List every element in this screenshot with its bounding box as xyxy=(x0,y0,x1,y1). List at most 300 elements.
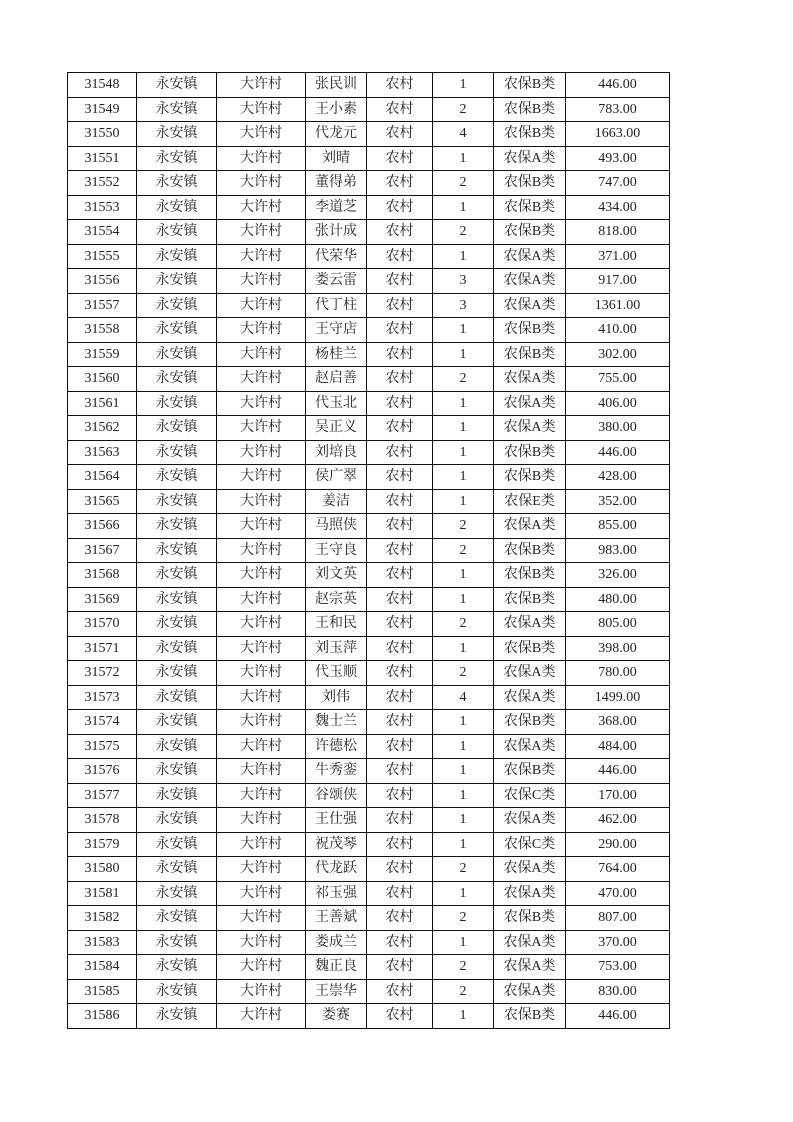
table-row xyxy=(68,710,670,735)
area-type-cell: 农村 xyxy=(367,979,433,1004)
household-count-cell: 2 xyxy=(433,661,494,686)
amount-cell: 434.00 xyxy=(566,195,670,220)
village-cell: 大许村 xyxy=(217,269,306,294)
household-count-cell: 1 xyxy=(433,318,494,343)
row-id-cell: 31560 xyxy=(68,367,137,392)
area-type-cell: 农村 xyxy=(367,318,433,343)
insurance-category-cell: 农保A类 xyxy=(494,685,566,710)
village-cell: 大许村 xyxy=(217,881,306,906)
town-cell: 永安镇 xyxy=(137,783,217,808)
area-type-cell: 农村 xyxy=(367,514,433,539)
name-cell: 吴正义 xyxy=(306,416,367,441)
row-id-cell: 31554 xyxy=(68,220,137,245)
village-cell: 大许村 xyxy=(217,416,306,441)
name-cell: 魏正良 xyxy=(306,955,367,980)
household-count-cell: 2 xyxy=(433,514,494,539)
row-id-cell: 31553 xyxy=(68,195,137,220)
area-type-cell: 农村 xyxy=(367,244,433,269)
row-id-cell: 31569 xyxy=(68,587,137,612)
row-id-cell: 31578 xyxy=(68,808,137,833)
amount-cell: 1499.00 xyxy=(566,685,670,710)
name-cell: 董得弟 xyxy=(306,171,367,196)
insurance-category-cell: 农保B类 xyxy=(494,563,566,588)
amount-cell: 470.00 xyxy=(566,881,670,906)
row-id-cell: 31548 xyxy=(68,73,137,98)
amount-cell: 446.00 xyxy=(566,73,670,98)
name-cell: 魏士兰 xyxy=(306,710,367,735)
table-row xyxy=(68,465,670,490)
area-type-cell: 农村 xyxy=(367,783,433,808)
insurance-category-cell: 农保A类 xyxy=(494,514,566,539)
name-cell: 刘文英 xyxy=(306,563,367,588)
village-cell: 大许村 xyxy=(217,734,306,759)
table-row xyxy=(68,808,670,833)
area-type-cell: 农村 xyxy=(367,563,433,588)
village-cell: 大许村 xyxy=(217,465,306,490)
town-cell: 永安镇 xyxy=(137,244,217,269)
amount-cell: 446.00 xyxy=(566,440,670,465)
area-type-cell: 农村 xyxy=(367,587,433,612)
row-id-cell: 31570 xyxy=(68,612,137,637)
row-id-cell: 31573 xyxy=(68,685,137,710)
table-row xyxy=(68,489,670,514)
name-cell: 赵启善 xyxy=(306,367,367,392)
amount-cell: 1361.00 xyxy=(566,293,670,318)
amount-cell: 462.00 xyxy=(566,808,670,833)
amount-cell: 807.00 xyxy=(566,906,670,931)
amount-cell: 428.00 xyxy=(566,465,670,490)
table-row xyxy=(68,318,670,343)
town-cell: 永安镇 xyxy=(137,808,217,833)
area-type-cell: 农村 xyxy=(367,881,433,906)
area-type-cell: 农村 xyxy=(367,808,433,833)
name-cell: 王小素 xyxy=(306,97,367,122)
name-cell: 代玉北 xyxy=(306,391,367,416)
household-count-cell: 1 xyxy=(433,563,494,588)
row-id-cell: 31582 xyxy=(68,906,137,931)
insurance-category-cell: 农保A类 xyxy=(494,808,566,833)
area-type-cell: 农村 xyxy=(367,685,433,710)
table-row xyxy=(68,293,670,318)
insurance-category-cell: 农保B类 xyxy=(494,97,566,122)
insurance-category-cell: 农保B类 xyxy=(494,73,566,98)
village-cell: 大许村 xyxy=(217,832,306,857)
town-cell: 永安镇 xyxy=(137,514,217,539)
table-row xyxy=(68,759,670,784)
insurance-category-cell: 农保B类 xyxy=(494,318,566,343)
insurance-category-cell: 农保C类 xyxy=(494,783,566,808)
row-id-cell: 31579 xyxy=(68,832,137,857)
household-count-cell: 1 xyxy=(433,489,494,514)
town-cell: 永安镇 xyxy=(137,832,217,857)
insurance-category-cell: 农保A类 xyxy=(494,293,566,318)
town-cell: 永安镇 xyxy=(137,171,217,196)
town-cell: 永安镇 xyxy=(137,661,217,686)
area-type-cell: 农村 xyxy=(367,710,433,735)
town-cell: 永安镇 xyxy=(137,489,217,514)
amount-cell: 170.00 xyxy=(566,783,670,808)
name-cell: 刘玉萍 xyxy=(306,636,367,661)
household-count-cell: 1 xyxy=(433,832,494,857)
insurance-category-cell: 农保C类 xyxy=(494,832,566,857)
area-type-cell: 农村 xyxy=(367,759,433,784)
insurance-category-cell: 农保B类 xyxy=(494,465,566,490)
town-cell: 永安镇 xyxy=(137,391,217,416)
row-id-cell: 31562 xyxy=(68,416,137,441)
table-row xyxy=(68,244,670,269)
insurance-category-cell: 农保A类 xyxy=(494,612,566,637)
village-cell: 大许村 xyxy=(217,220,306,245)
town-cell: 永安镇 xyxy=(137,416,217,441)
name-cell: 王崇华 xyxy=(306,979,367,1004)
amount-cell: 917.00 xyxy=(566,269,670,294)
name-cell: 谷颂侠 xyxy=(306,783,367,808)
name-cell: 王仕强 xyxy=(306,808,367,833)
village-cell: 大许村 xyxy=(217,367,306,392)
table-row xyxy=(68,195,670,220)
town-cell: 永安镇 xyxy=(137,195,217,220)
row-id-cell: 31566 xyxy=(68,514,137,539)
table-row xyxy=(68,122,670,147)
village-cell: 大许村 xyxy=(217,857,306,882)
table-row xyxy=(68,563,670,588)
area-type-cell: 农村 xyxy=(367,122,433,147)
name-cell: 姜洁 xyxy=(306,489,367,514)
amount-cell: 410.00 xyxy=(566,318,670,343)
area-type-cell: 农村 xyxy=(367,489,433,514)
area-type-cell: 农村 xyxy=(367,661,433,686)
name-cell: 张民训 xyxy=(306,73,367,98)
insurance-category-cell: 农保A类 xyxy=(494,881,566,906)
row-id-cell: 31559 xyxy=(68,342,137,367)
insurance-category-cell: 农保A类 xyxy=(494,269,566,294)
area-type-cell: 农村 xyxy=(367,465,433,490)
amount-cell: 484.00 xyxy=(566,734,670,759)
name-cell: 祝茂琴 xyxy=(306,832,367,857)
insurance-category-cell: 农保B类 xyxy=(494,440,566,465)
amount-cell: 830.00 xyxy=(566,979,670,1004)
village-cell: 大许村 xyxy=(217,195,306,220)
table-row xyxy=(68,587,670,612)
town-cell: 永安镇 xyxy=(137,955,217,980)
village-cell: 大许村 xyxy=(217,489,306,514)
amount-cell: 446.00 xyxy=(566,759,670,784)
table-row xyxy=(68,1004,670,1029)
household-count-cell: 1 xyxy=(433,783,494,808)
row-id-cell: 31564 xyxy=(68,465,137,490)
insurance-category-cell: 农保A类 xyxy=(494,955,566,980)
household-count-cell: 1 xyxy=(433,710,494,735)
household-count-cell: 1 xyxy=(433,440,494,465)
insurance-category-cell: 农保B类 xyxy=(494,342,566,367)
row-id-cell: 31585 xyxy=(68,979,137,1004)
name-cell: 娄赛 xyxy=(306,1004,367,1029)
town-cell: 永安镇 xyxy=(137,710,217,735)
area-type-cell: 农村 xyxy=(367,734,433,759)
insurance-category-cell: 农保B类 xyxy=(494,587,566,612)
table-row xyxy=(68,538,670,563)
area-type-cell: 农村 xyxy=(367,171,433,196)
town-cell: 永安镇 xyxy=(137,930,217,955)
village-cell: 大许村 xyxy=(217,122,306,147)
area-type-cell: 农村 xyxy=(367,269,433,294)
table-row xyxy=(68,440,670,465)
name-cell: 许德松 xyxy=(306,734,367,759)
area-type-cell: 农村 xyxy=(367,146,433,171)
village-cell: 大许村 xyxy=(217,587,306,612)
row-id-cell: 31565 xyxy=(68,489,137,514)
town-cell: 永安镇 xyxy=(137,857,217,882)
household-count-cell: 1 xyxy=(433,244,494,269)
insurance-category-cell: 农保B类 xyxy=(494,636,566,661)
area-type-cell: 农村 xyxy=(367,857,433,882)
village-cell: 大许村 xyxy=(217,244,306,269)
area-type-cell: 农村 xyxy=(367,195,433,220)
amount-cell: 818.00 xyxy=(566,220,670,245)
village-cell: 大许村 xyxy=(217,538,306,563)
table-row xyxy=(68,783,670,808)
area-type-cell: 农村 xyxy=(367,416,433,441)
amount-cell: 326.00 xyxy=(566,563,670,588)
village-cell: 大许村 xyxy=(217,293,306,318)
table-row xyxy=(68,685,670,710)
table-row xyxy=(68,416,670,441)
household-count-cell: 1 xyxy=(433,881,494,906)
village-cell: 大许村 xyxy=(217,906,306,931)
amount-cell: 380.00 xyxy=(566,416,670,441)
name-cell: 代龙跃 xyxy=(306,857,367,882)
area-type-cell: 农村 xyxy=(367,612,433,637)
row-id-cell: 31550 xyxy=(68,122,137,147)
amount-cell: 805.00 xyxy=(566,612,670,637)
household-count-cell: 2 xyxy=(433,612,494,637)
table-row xyxy=(68,171,670,196)
insurance-category-cell: 农保A类 xyxy=(494,391,566,416)
village-cell: 大许村 xyxy=(217,759,306,784)
row-id-cell: 31583 xyxy=(68,930,137,955)
town-cell: 永安镇 xyxy=(137,440,217,465)
village-cell: 大许村 xyxy=(217,318,306,343)
row-id-cell: 31574 xyxy=(68,710,137,735)
town-cell: 永安镇 xyxy=(137,73,217,98)
insurance-category-cell: 农保E类 xyxy=(494,489,566,514)
table-row xyxy=(68,146,670,171)
insurance-category-cell: 农保A类 xyxy=(494,416,566,441)
area-type-cell: 农村 xyxy=(367,391,433,416)
area-type-cell: 农村 xyxy=(367,440,433,465)
name-cell: 马照侠 xyxy=(306,514,367,539)
town-cell: 永安镇 xyxy=(137,1004,217,1029)
table-row xyxy=(68,979,670,1004)
household-count-cell: 2 xyxy=(433,857,494,882)
household-count-cell: 2 xyxy=(433,220,494,245)
row-id-cell: 31571 xyxy=(68,636,137,661)
village-cell: 大许村 xyxy=(217,73,306,98)
village-cell: 大许村 xyxy=(217,1004,306,1029)
amount-cell: 764.00 xyxy=(566,857,670,882)
table-row xyxy=(68,97,670,122)
insurance-category-cell: 农保B类 xyxy=(494,538,566,563)
area-type-cell: 农村 xyxy=(367,906,433,931)
row-id-cell: 31575 xyxy=(68,734,137,759)
town-cell: 永安镇 xyxy=(137,906,217,931)
row-id-cell: 31549 xyxy=(68,97,137,122)
town-cell: 永安镇 xyxy=(137,269,217,294)
name-cell: 王守良 xyxy=(306,538,367,563)
village-cell: 大许村 xyxy=(217,563,306,588)
table-row xyxy=(68,930,670,955)
name-cell: 代龙元 xyxy=(306,122,367,147)
row-id-cell: 31567 xyxy=(68,538,137,563)
amount-cell: 352.00 xyxy=(566,489,670,514)
amount-cell: 780.00 xyxy=(566,661,670,686)
insurance-category-cell: 农保A类 xyxy=(494,146,566,171)
village-cell: 大许村 xyxy=(217,514,306,539)
name-cell: 侯广翠 xyxy=(306,465,367,490)
name-cell: 李道芝 xyxy=(306,195,367,220)
amount-cell: 783.00 xyxy=(566,97,670,122)
row-id-cell: 31577 xyxy=(68,783,137,808)
insurance-category-cell: 农保B类 xyxy=(494,906,566,931)
table-row xyxy=(68,220,670,245)
insurance-category-cell: 农保B类 xyxy=(494,122,566,147)
insurance-category-cell: 农保A类 xyxy=(494,367,566,392)
amount-cell: 371.00 xyxy=(566,244,670,269)
table-row xyxy=(68,955,670,980)
town-cell: 永安镇 xyxy=(137,759,217,784)
table-body xyxy=(68,73,670,1029)
insurance-category-cell: 农保A类 xyxy=(494,930,566,955)
table-row xyxy=(68,636,670,661)
town-cell: 永安镇 xyxy=(137,342,217,367)
town-cell: 永安镇 xyxy=(137,685,217,710)
amount-cell: 302.00 xyxy=(566,342,670,367)
name-cell: 代丁柱 xyxy=(306,293,367,318)
household-count-cell: 3 xyxy=(433,269,494,294)
table-row xyxy=(68,734,670,759)
row-id-cell: 31558 xyxy=(68,318,137,343)
household-count-cell: 2 xyxy=(433,171,494,196)
town-cell: 永安镇 xyxy=(137,367,217,392)
table-row xyxy=(68,832,670,857)
town-cell: 永安镇 xyxy=(137,734,217,759)
name-cell: 代玉顺 xyxy=(306,661,367,686)
name-cell: 刘伟 xyxy=(306,685,367,710)
household-count-cell: 1 xyxy=(433,73,494,98)
household-count-cell: 1 xyxy=(433,636,494,661)
data-table xyxy=(67,72,670,1029)
household-count-cell: 4 xyxy=(433,122,494,147)
area-type-cell: 农村 xyxy=(367,1004,433,1029)
name-cell: 杨桂兰 xyxy=(306,342,367,367)
household-count-cell: 1 xyxy=(433,416,494,441)
area-type-cell: 农村 xyxy=(367,955,433,980)
area-type-cell: 农村 xyxy=(367,293,433,318)
household-count-cell: 2 xyxy=(433,979,494,1004)
household-count-cell: 1 xyxy=(433,391,494,416)
row-id-cell: 31576 xyxy=(68,759,137,784)
household-count-cell: 1 xyxy=(433,587,494,612)
household-count-cell: 1 xyxy=(433,759,494,784)
name-cell: 祁玉强 xyxy=(306,881,367,906)
area-type-cell: 农村 xyxy=(367,97,433,122)
name-cell: 王守店 xyxy=(306,318,367,343)
name-cell: 娄云雷 xyxy=(306,269,367,294)
amount-cell: 755.00 xyxy=(566,367,670,392)
household-count-cell: 1 xyxy=(433,930,494,955)
area-type-cell: 农村 xyxy=(367,367,433,392)
table-row xyxy=(68,857,670,882)
row-id-cell: 31586 xyxy=(68,1004,137,1029)
town-cell: 永安镇 xyxy=(137,293,217,318)
row-id-cell: 31556 xyxy=(68,269,137,294)
row-id-cell: 31552 xyxy=(68,171,137,196)
household-count-cell: 1 xyxy=(433,342,494,367)
name-cell: 赵宗英 xyxy=(306,587,367,612)
household-count-cell: 2 xyxy=(433,538,494,563)
household-count-cell: 2 xyxy=(433,955,494,980)
name-cell: 王善斌 xyxy=(306,906,367,931)
household-count-cell: 2 xyxy=(433,367,494,392)
table-row xyxy=(68,367,670,392)
town-cell: 永安镇 xyxy=(137,220,217,245)
row-id-cell: 31557 xyxy=(68,293,137,318)
village-cell: 大许村 xyxy=(217,685,306,710)
name-cell: 张计成 xyxy=(306,220,367,245)
household-count-cell: 1 xyxy=(433,734,494,759)
village-cell: 大许村 xyxy=(217,636,306,661)
village-cell: 大许村 xyxy=(217,979,306,1004)
village-cell: 大许村 xyxy=(217,661,306,686)
town-cell: 永安镇 xyxy=(137,146,217,171)
table-row xyxy=(68,73,670,98)
village-cell: 大许村 xyxy=(217,612,306,637)
amount-cell: 370.00 xyxy=(566,930,670,955)
amount-cell: 855.00 xyxy=(566,514,670,539)
amount-cell: 446.00 xyxy=(566,1004,670,1029)
name-cell: 代荣华 xyxy=(306,244,367,269)
household-count-cell: 1 xyxy=(433,465,494,490)
area-type-cell: 农村 xyxy=(367,538,433,563)
household-count-cell: 3 xyxy=(433,293,494,318)
village-cell: 大许村 xyxy=(217,440,306,465)
amount-cell: 480.00 xyxy=(566,587,670,612)
row-id-cell: 31563 xyxy=(68,440,137,465)
insurance-category-cell: 农保A类 xyxy=(494,661,566,686)
row-id-cell: 31580 xyxy=(68,857,137,882)
household-count-cell: 1 xyxy=(433,146,494,171)
village-cell: 大许村 xyxy=(217,808,306,833)
town-cell: 永安镇 xyxy=(137,465,217,490)
row-id-cell: 31555 xyxy=(68,244,137,269)
insurance-category-cell: 农保A类 xyxy=(494,857,566,882)
town-cell: 永安镇 xyxy=(137,318,217,343)
amount-cell: 1663.00 xyxy=(566,122,670,147)
table-row xyxy=(68,612,670,637)
name-cell: 刘培良 xyxy=(306,440,367,465)
table-row xyxy=(68,514,670,539)
insurance-category-cell: 农保B类 xyxy=(494,710,566,735)
household-count-cell: 4 xyxy=(433,685,494,710)
table-row xyxy=(68,269,670,294)
village-cell: 大许村 xyxy=(217,930,306,955)
household-count-cell: 1 xyxy=(433,195,494,220)
area-type-cell: 农村 xyxy=(367,930,433,955)
table-row xyxy=(68,906,670,931)
insurance-category-cell: 农保B类 xyxy=(494,171,566,196)
amount-cell: 983.00 xyxy=(566,538,670,563)
town-cell: 永安镇 xyxy=(137,97,217,122)
